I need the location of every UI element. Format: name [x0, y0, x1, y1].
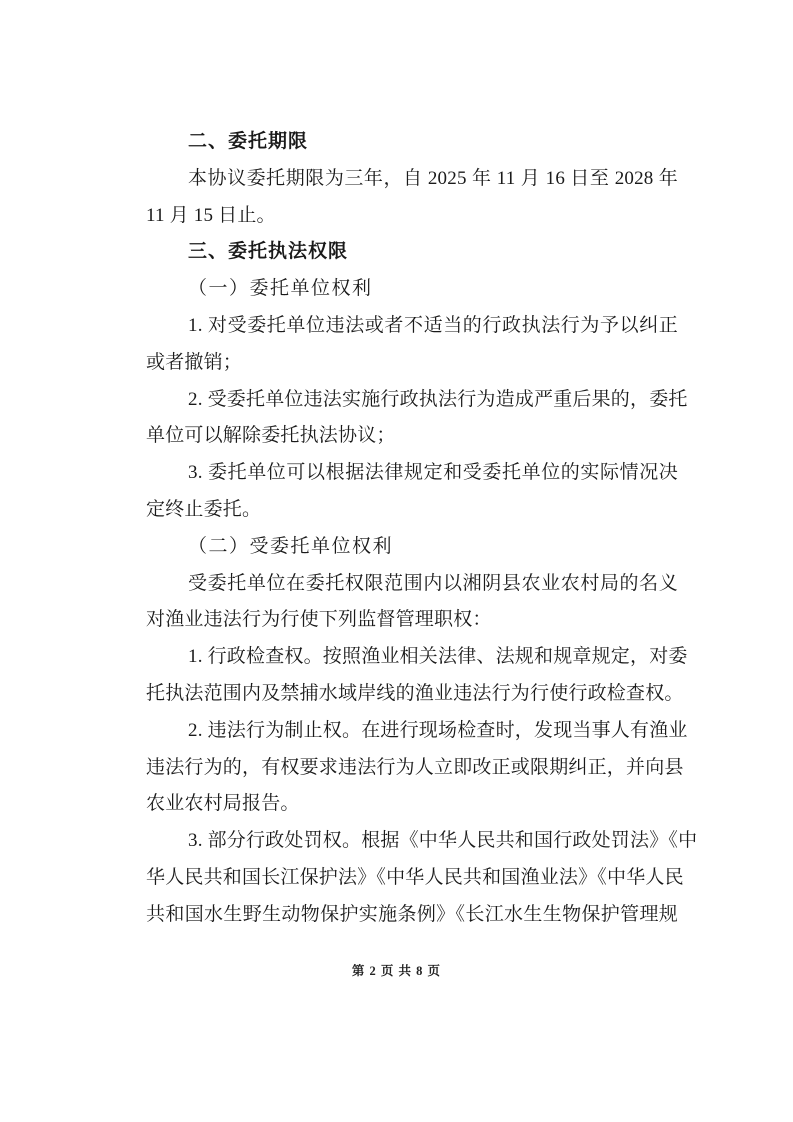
paragraph-line: 华人民共和国长江保护法》《中华人民共和国渔业法》《中华人民: [146, 866, 684, 888]
document-content: [146, 124, 698, 934]
paragraph-line: 对渔业违法行为行使下列监督管理职权：: [146, 609, 492, 631]
paragraph-line: 受委托单位在委托权限范围内以湘阴县农业农村局的名义: [188, 572, 678, 594]
paragraph-line: 3. 委托单位可以根据法律规定和受委托单位的实际情况决: [188, 462, 678, 484]
paragraph-line: 本协议委托期限为三年，自 2025 年 11 月 16 日至 2028 年: [188, 167, 678, 189]
page-number-footer: [0, 961, 793, 979]
paragraph-line: 11 月 15 日止。: [146, 204, 276, 226]
paragraph-line: 2. 违法行为制止权。在进行现场检查时，发现当事人有渔业: [188, 719, 688, 741]
paragraph-line: 托执法范围内及禁捕水域岸线的渔业违法行为行使行政检查权。: [146, 682, 684, 704]
sub-heading: （一）委托单位权利: [188, 278, 373, 300]
section-heading: 三、委托执法权限: [188, 241, 349, 263]
paragraph-line: 1. 行政检查权。按照渔业相关法律、法规和规章规定，对委: [188, 646, 688, 668]
paragraph-line: 2. 受委托单位违法实施行政执法行为造成严重后果的，委托: [188, 388, 688, 410]
paragraph-line: 共和国水生野生动物保护实施条例》《长江水生生物保护管理规: [146, 903, 678, 925]
page-number-text: 第 2 页 共 8 页: [351, 964, 442, 978]
section-heading: 二、委托期限: [188, 131, 309, 152]
paragraph-line: 3. 部分行政处罚权。根据《中华人民共和国行政处罚法》《中: [188, 830, 698, 852]
paragraph-line: 或者撤销；: [146, 351, 243, 373]
paragraph-line: 单位可以解除委托执法协议；: [146, 425, 396, 447]
paragraph-line: 农业农村局报告。: [146, 793, 300, 815]
paragraph-line: 定终止委托。: [146, 498, 262, 520]
paragraph-line: 1. 对受委托单位违法或者不适当的行政执法行为予以纠正: [188, 314, 678, 336]
sub-heading: （二）受委托单位权利: [188, 535, 394, 557]
paragraph-line: 违法行为的，有权要求违法行为人立即改正或限期纠正，并向县: [146, 756, 684, 778]
